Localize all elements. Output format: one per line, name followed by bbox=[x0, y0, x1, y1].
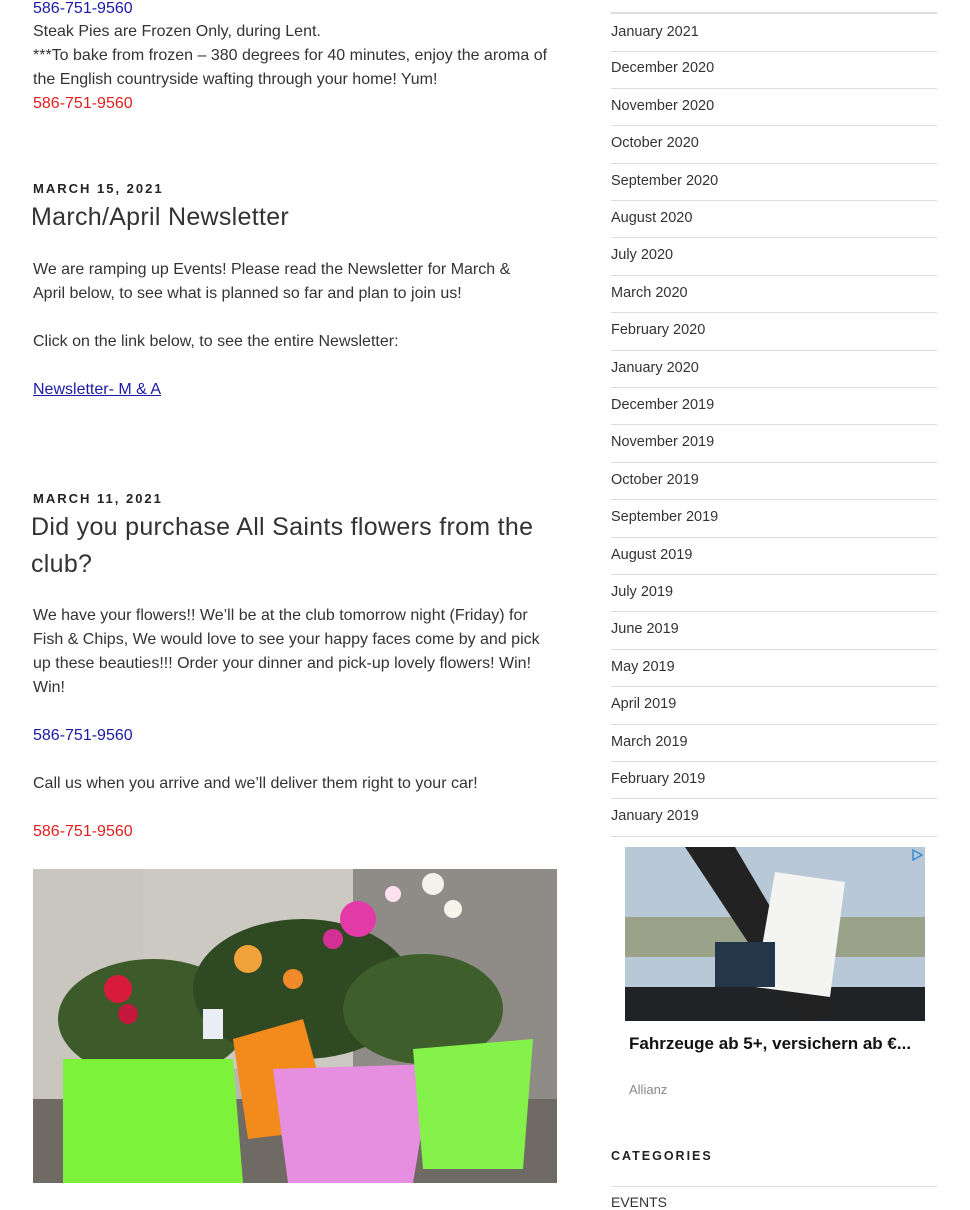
archive-item[interactable] bbox=[611, 686, 937, 724]
archive-item[interactable] bbox=[611, 13, 937, 52]
ad-image[interactable] bbox=[625, 847, 925, 1021]
archive-item[interactable] bbox=[611, 499, 937, 537]
post-text: Click on the link below, to see the entire Newsletter: bbox=[33, 333, 399, 350]
archive-link[interactable]: December 2020 bbox=[611, 60, 715, 77]
archive-item[interactable] bbox=[611, 424, 937, 462]
archive-link[interactable]: October 2020 bbox=[611, 135, 699, 152]
phone-link-blue[interactable]: 586-751-9560 bbox=[33, 727, 133, 744]
phone-link-red[interactable]: 586-751-9560 bbox=[33, 823, 133, 840]
archive-item[interactable] bbox=[611, 462, 937, 500]
archive-link[interactable]: July 2019 bbox=[611, 584, 674, 600]
post-date[interactable]: MARCH 15, 2021 bbox=[33, 181, 164, 196]
archive-link[interactable]: August 2019 bbox=[611, 546, 693, 563]
archive-link[interactable]: November 2020 bbox=[611, 97, 715, 114]
post-title[interactable]: Did you purchase All Saints flowers from the club? bbox=[31, 513, 534, 578]
archive-link[interactable]: February 2019 bbox=[611, 771, 706, 787]
archive-item[interactable] bbox=[611, 275, 937, 313]
archive-item[interactable] bbox=[611, 88, 937, 126]
post-text: Call us when you arrive and we’ll deliver them right to your car! bbox=[33, 775, 478, 792]
archive-item-partial bbox=[611, 0, 937, 13]
newsletter-link[interactable]: Newsletter- M & A bbox=[33, 381, 162, 398]
archive-item[interactable] bbox=[611, 537, 937, 575]
archive-item[interactable] bbox=[611, 125, 937, 163]
ad-title[interactable]: Fahrzeuge ab 5+, versichern ab €... bbox=[629, 1034, 912, 1053]
archive-link[interactable]: March 2020 bbox=[611, 284, 688, 301]
archive-link[interactable]: April 2019 bbox=[611, 696, 677, 713]
archive-link[interactable]: October 2019 bbox=[611, 471, 699, 488]
archive-item[interactable] bbox=[611, 574, 937, 612]
archive-link[interactable]: January 2020 bbox=[611, 359, 699, 376]
post-title[interactable]: March/April Newsletter bbox=[31, 203, 290, 231]
archive-link[interactable]: January 2021 bbox=[611, 24, 699, 40]
post-date[interactable]: MARCH 11, 2021 bbox=[33, 491, 163, 506]
archive-item[interactable] bbox=[611, 200, 937, 238]
archive-item[interactable] bbox=[611, 350, 937, 388]
archive-link[interactable]: September 2020 bbox=[611, 172, 719, 189]
archive-item[interactable] bbox=[611, 50, 937, 88]
divider bbox=[611, 1186, 937, 1187]
flower-pots-photo[interactable] bbox=[33, 869, 557, 1183]
archive-item[interactable] bbox=[611, 237, 937, 275]
post-text: Steak Pies are Frozen Only, during Lent. bbox=[33, 23, 321, 40]
archive-item[interactable] bbox=[611, 761, 937, 799]
phone-link-top[interactable]: 586-751-9560 bbox=[33, 0, 133, 17]
archive-item[interactable] bbox=[611, 798, 937, 836]
archive-link[interactable]: March 2019 bbox=[611, 733, 688, 750]
archive-link[interactable]: September 2019 bbox=[611, 509, 719, 526]
archive-item[interactable] bbox=[611, 724, 937, 762]
archive-link[interactable]: June 2019 bbox=[611, 621, 679, 638]
archive-link[interactable]: November 2019 bbox=[611, 434, 715, 451]
archive-item[interactable] bbox=[611, 387, 937, 425]
ad-choices-icon[interactable] bbox=[911, 849, 923, 861]
archive-item[interactable] bbox=[611, 611, 937, 649]
archive-item[interactable] bbox=[611, 163, 937, 201]
ad-source[interactable]: Allianz bbox=[629, 1082, 668, 1097]
archive-link[interactable]: February 2020 bbox=[611, 322, 706, 339]
category-item[interactable]: EVENTS bbox=[611, 1194, 668, 1210]
archive-link[interactable]: July 2020 bbox=[611, 247, 674, 264]
flower-pots-image bbox=[33, 869, 557, 1183]
archive-link[interactable]: December 2019 bbox=[611, 397, 715, 413]
archive-item[interactable] bbox=[611, 312, 937, 350]
post-text: ***To bake from frozen – 380 degrees for 40 minutes, enjoy the aroma of the English countryside wafting through your home! Yum! bbox=[33, 47, 548, 88]
archive-link[interactable]: May 2019 bbox=[611, 658, 675, 675]
advertisement[interactable] bbox=[625, 847, 925, 1109]
car-windshield-image bbox=[625, 847, 925, 1021]
phone-link-red[interactable]: 586-751-9560 bbox=[33, 95, 133, 112]
archive-link[interactable]: August 2020 bbox=[611, 210, 693, 226]
archive-item[interactable] bbox=[611, 649, 937, 687]
post-text: We are ramping up Events! Please read the Newsletter for March & April below, to see what is planned so far and plan to join us! bbox=[33, 261, 511, 302]
archive-link[interactable]: January 2019 bbox=[611, 808, 699, 825]
categories-heading: CATEGORIES bbox=[611, 1149, 713, 1163]
post-text: We have your flowers!! We’ll be at the club tomorrow night (Friday) for Fish & Chips, We would love to see your happy faces come by and pick up these beauties!!! Order your dinner and pick-up lovely flowers! Win! Win! bbox=[33, 607, 540, 696]
